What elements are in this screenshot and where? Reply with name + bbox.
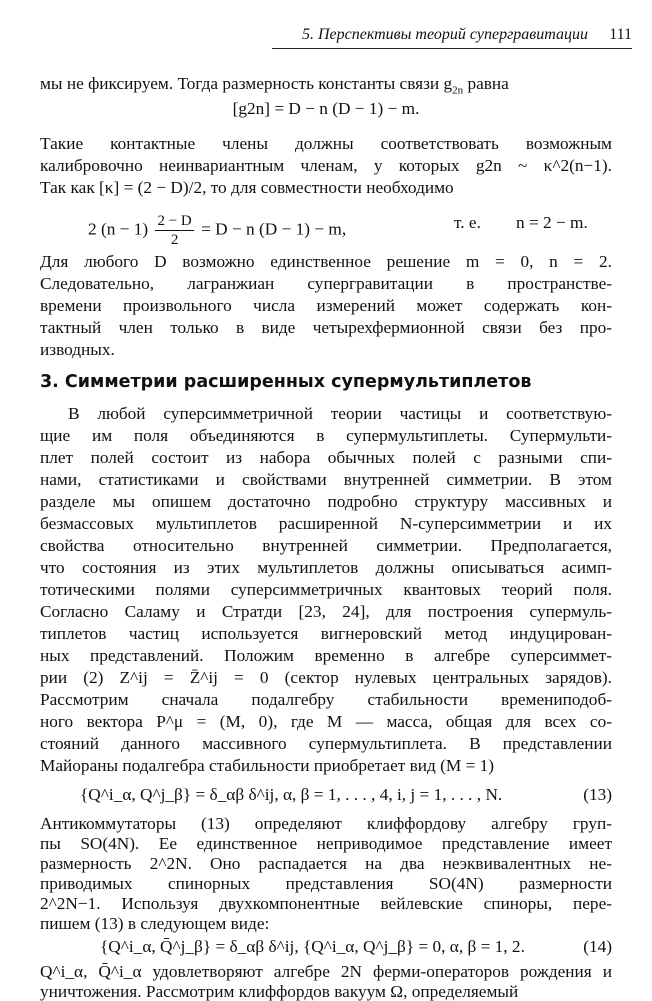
text-line: изводных. bbox=[40, 340, 115, 359]
text-line: нами, статистиками и свойствами внутренней симметрии. В этом bbox=[40, 470, 612, 489]
eq13-body: {Q^i_α, Q^j_β} = δ_αβ δ^ij, α, β = 1, . . . , 4, i, j = 1, . . . , N. bbox=[80, 785, 503, 804]
text-line: плет полей состоит из набора обычных полей с разными спи- bbox=[40, 448, 612, 467]
running-title: 5. Перспективы теорий супергравитации bbox=[301, 26, 588, 43]
text-line: что состояния из этих мультиплетов должны описываться асимп- bbox=[40, 558, 612, 577]
text-line: стояний данного массивного супермультиплета. В представлении bbox=[40, 734, 612, 753]
fraction-denominator: 2 bbox=[170, 232, 179, 248]
text-line: безмассовых мультиплетов расширенной N-суперсимметрии и их bbox=[40, 514, 612, 533]
text-line: уничтожения. Рассмотрим клиффордов вакуум Ω, определяемый bbox=[40, 982, 519, 1001]
page-number: 111 bbox=[609, 26, 632, 43]
text-line: размерность 2^2N. Оно распадается на два неэквивалентных не- bbox=[40, 854, 612, 873]
text-line: Согласно Саламу и Стратди [23, 24], для построения супермуль- bbox=[40, 602, 612, 621]
fraction-numerator: 2 − D bbox=[157, 213, 192, 229]
text-line: пы SO(4N). Ее единственное неприводимое представление имеет bbox=[40, 834, 612, 853]
eq-right: = D − n (D − 1) − m, bbox=[201, 219, 347, 239]
text-line: В любой суперсимметричной теории частицы и соответствую- bbox=[68, 404, 612, 423]
text-line: типлетов частиц используется вигнеровский метод индуцирован- bbox=[40, 624, 612, 643]
text-line: Майораны подалгебра стабильности приобретает вид (M = 1) bbox=[40, 756, 495, 775]
section-title: Симметрии расширенных супермультиплетов bbox=[64, 372, 532, 392]
text-line: рии (2) Z^ij = Z̄^ij = 0 (сектор нулевых центральных зарядов). bbox=[40, 668, 612, 687]
text-line: свойства относительно внутренней симметрии. Предполагается, bbox=[40, 536, 612, 555]
text-line: Следовательно, лагранжиан супергравитации в пространстве- bbox=[40, 274, 612, 293]
text-line: пишем (13) в следующем виде: bbox=[40, 914, 270, 933]
text-line: щие им поля объединяются в супермультиплеты. Супермульти- bbox=[40, 426, 612, 445]
text-line: Так как [κ] = (2 − D)/2, то для совместности необходимо bbox=[40, 178, 454, 197]
text-line: калибровочно неинвариантным членам, у которых g2n ~ κ^2(n−1). bbox=[40, 156, 612, 175]
text-line: тактный член только в виде четырехфермионной связи без про- bbox=[40, 318, 612, 337]
text-line: Q^i_α, Q̄^i_α удовлетворяют алгебре 2N ферми-операторов рождения и bbox=[40, 962, 612, 981]
page-header bbox=[40, 24, 632, 48]
eq-tail: т. е. bbox=[454, 213, 481, 232]
text-line: 2^2N−1. Используя двухкомпонентные вейлевские спиноры, пере- bbox=[40, 894, 612, 913]
eq-result: n = 2 − m. bbox=[516, 213, 588, 232]
header-rule bbox=[272, 48, 632, 49]
text-line: времени произвольного числа измерений может содержать кон- bbox=[40, 296, 612, 315]
eq14-body: {Q^i_α, Q̄^j_β} = δ_αβ δ^ij, {Q^i_α, Q^j_β} = 0, α, β = 1, 2. bbox=[100, 937, 525, 956]
text-line: Антикоммутаторы (13) определяют клиффордову алгебру груп- bbox=[40, 814, 612, 833]
equation-number: (14) bbox=[583, 937, 612, 956]
text-line: Для любого D возможно единственное решение m = 0, n = 2. bbox=[40, 252, 612, 271]
text-line: Рассмотрим сначала подалгебру стабильности времениподоб- bbox=[40, 690, 612, 709]
equation-consistency bbox=[40, 200, 612, 246]
eq-left: 2 (n − 1) bbox=[88, 219, 149, 239]
text-line: мы не фиксируем. Тогда размерность константы связи $g_{2n}$ равна bbox=[40, 74, 509, 97]
text-line: разделе мы опишем достаточно подробно структуру массивных и bbox=[40, 492, 612, 511]
equation-g2n: [g2n] = D − n (D − 1) − m. bbox=[232, 99, 420, 118]
text-line: Такие контактные члены должны соответствовать возможным bbox=[40, 134, 612, 153]
text-line: приводимых спинорных представления SO(4N) размерности bbox=[40, 874, 612, 893]
section-number: 3. bbox=[40, 372, 59, 392]
text-line: тотическими полями суперсимметричных квантовых теорий поля. bbox=[40, 580, 612, 599]
equation-number: (13) bbox=[583, 785, 612, 804]
text-line: ных представлений. Положим временно в алгебре суперсиммет- bbox=[40, 646, 612, 665]
section-heading bbox=[40, 372, 531, 392]
text-line: ного вектора P^μ = (M, 0), где M — масса, общая для всех со- bbox=[40, 712, 612, 731]
